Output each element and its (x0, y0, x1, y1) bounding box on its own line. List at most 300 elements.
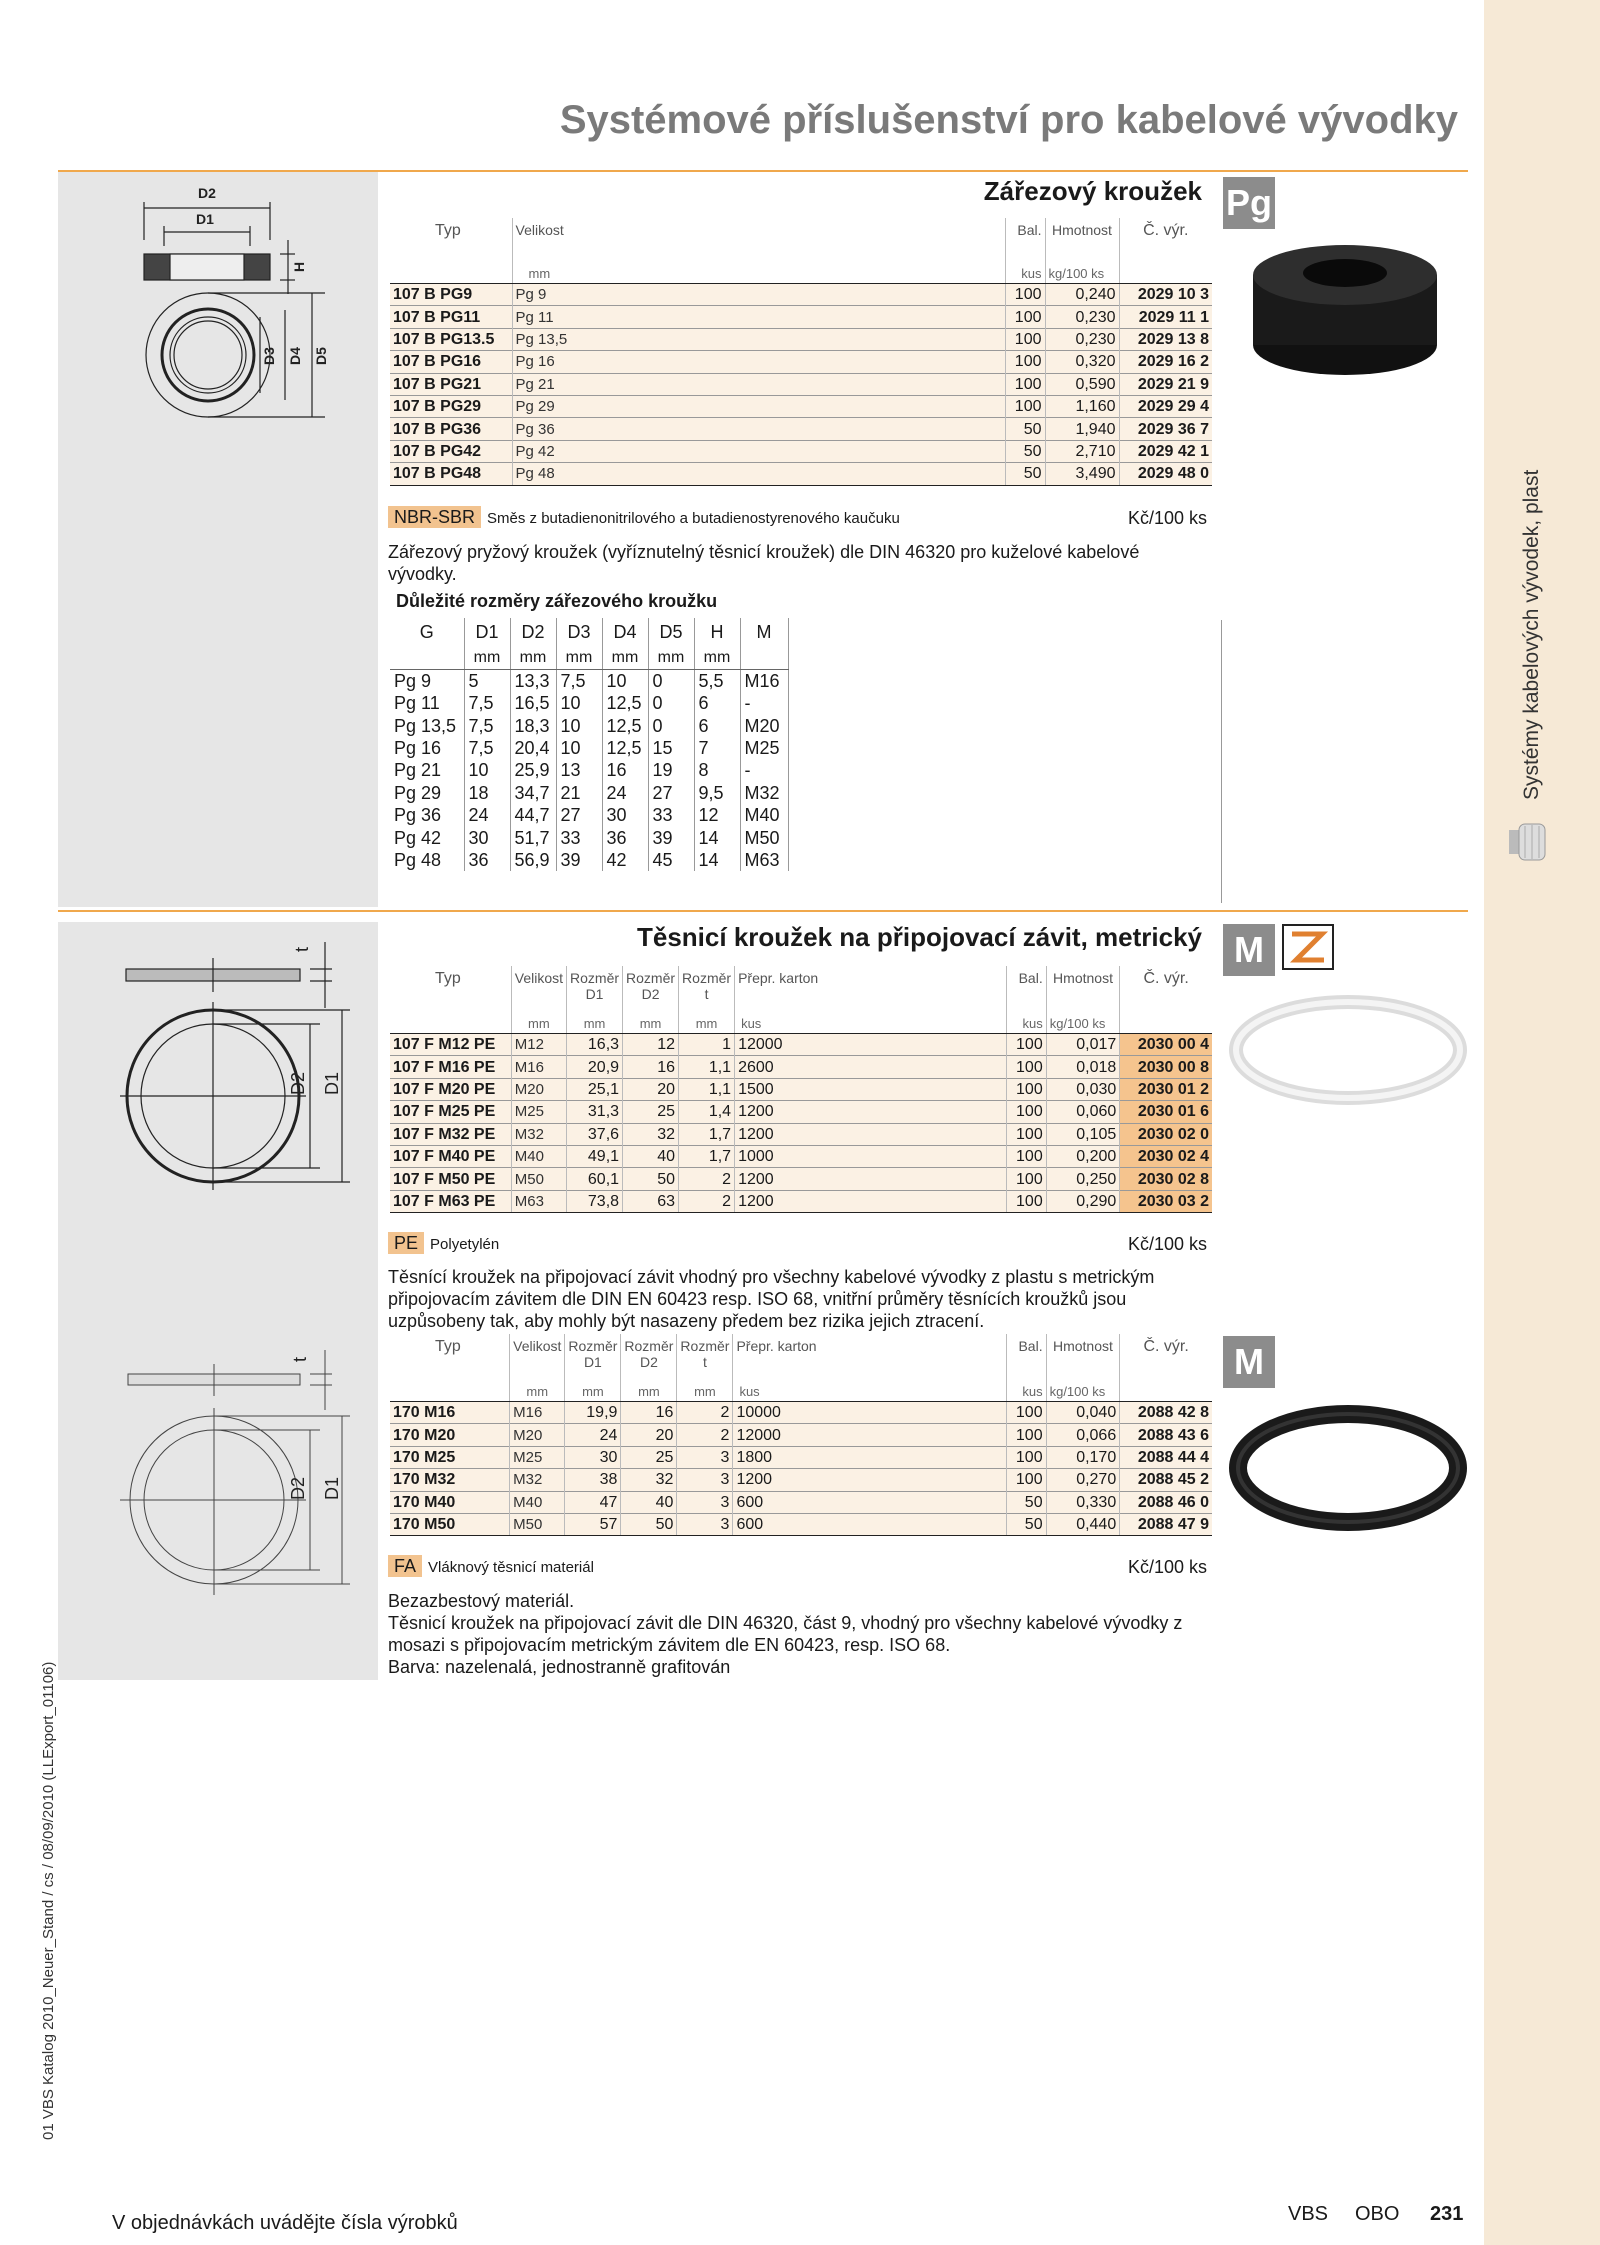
t-cell: 3 (677, 1469, 733, 1491)
dim-unit: mm (648, 647, 694, 670)
col-unit (390, 1372, 510, 1402)
size-cell: M12 (511, 1034, 566, 1056)
cable-gland-thumbnail-icon (1505, 820, 1555, 864)
dim-cell: 24 (602, 782, 648, 804)
d2-cell: 25 (621, 1446, 677, 1468)
article-number-cell: 2029 42 1 (1119, 440, 1212, 462)
col-unit: mm (623, 1004, 679, 1034)
dim-row (390, 670, 788, 693)
dim-row (390, 849, 788, 871)
label-d1: D1 (322, 1476, 342, 1500)
type-cell: 107 F M40 PE (390, 1145, 511, 1167)
pack-cell: 100 (1007, 1101, 1047, 1123)
label-d2: D2 (288, 1476, 308, 1500)
section1-product-table: Typ Velikost Bal. Hmotnost Č. výr. mm kus kg/100 ks 107 B PG9 Pg 9 100 0,240 2029 10 3 107 B PG11 Pg 11 100 0,230 2029 11 1 107 B PG13.5 Pg 13,5 100 0,230 2029 13 8 107 B PG16 Pg 16 100 0,320 2029 16 2 107 B PG21 Pg 21 100 0,590 2029 21 9 107 B PG29 Pg 29 100 1,160 2029 29 4 107 B PG36 Pg 36 50 1,940 2029 36 7 107 B PG42 Pg 42 50 2,710 2029 42 1 107 B PG48 Pg 48 50 3,490 2029 48 0 (390, 218, 1212, 486)
type-cell: 107 F M12 PE (390, 1034, 511, 1056)
dim-unit: mm (602, 647, 648, 670)
d2-cell: 25 (623, 1101, 679, 1123)
d1-cell: 57 (565, 1513, 621, 1535)
size-cell: Pg 42 (512, 440, 1005, 462)
size-cell: M25 (510, 1446, 565, 1468)
col-unit: kus (1007, 1004, 1047, 1034)
material-badge: PE (388, 1232, 424, 1254)
d2-cell: 50 (623, 1168, 679, 1190)
fiber-standard-icon (1282, 924, 1334, 970)
dim-cell: M32 (740, 782, 788, 804)
article-number-cell: 2029 11 1 (1119, 306, 1212, 328)
type-cell: 107 B PG36 (390, 418, 512, 440)
dim-cell: 13 (556, 759, 602, 781)
carton-cell: 1500 (735, 1078, 1007, 1100)
dim-cell: 8 (694, 759, 740, 781)
dim-header: D3 (556, 618, 602, 647)
article-number-cell: 2029 10 3 (1119, 284, 1212, 306)
size-cell: Pg 13,5 (512, 328, 1005, 350)
dim-cell: Pg 48 (390, 849, 464, 871)
pack-cell: 100 (1007, 1123, 1047, 1145)
col-bal: Bal. (1005, 218, 1045, 254)
pack-cell: 50 (1006, 1491, 1046, 1513)
pack-cell: 100 (1006, 1424, 1046, 1446)
type-cell: 107 B PG16 (390, 351, 512, 373)
section-divider (58, 910, 1468, 912)
pack-cell: 100 (1005, 306, 1045, 328)
d1-cell: 25,1 (567, 1078, 623, 1100)
type-cell: 107 F M50 PE (390, 1168, 511, 1190)
size-cell: Pg 29 (512, 395, 1005, 417)
type-cell: 107 B PG13.5 (390, 328, 512, 350)
section3-product-table (390, 1334, 1212, 1536)
section2-badge-m: M (1223, 924, 1275, 976)
page-number: 231 (1430, 2203, 1464, 2225)
section1-right-rule (1221, 620, 1222, 903)
type-cell: 107 B PG21 (390, 373, 512, 395)
t-cell: 1 (679, 1034, 735, 1056)
col-cislo: Č. výr. (1119, 218, 1212, 254)
dim-cell: M50 (740, 826, 788, 848)
col-hmotnost: Hmotnost (1045, 218, 1119, 254)
d1-cell: 24 (565, 1424, 621, 1446)
dim-row (390, 714, 788, 736)
section1-material-row (388, 507, 900, 528)
t-cell: 2 (679, 1190, 735, 1212)
weight-cell: 0,330 (1046, 1491, 1120, 1513)
dim-cell: 27 (648, 782, 694, 804)
table-row (390, 1469, 1212, 1491)
table-row (390, 284, 1212, 306)
type-cell: 107 F M20 PE (390, 1078, 511, 1100)
weight-cell: 0,320 (1045, 351, 1119, 373)
col-header: Hmotnost (1046, 966, 1120, 1004)
label-d4: D4 (287, 347, 303, 365)
table-row (390, 1168, 1212, 1190)
dim-unit: mm (464, 647, 510, 670)
material-desc: Směs z butadienonitrilového a butadienostyrenového kaučuku (487, 510, 900, 527)
dim-cell: 12,5 (602, 714, 648, 736)
pack-cell: 100 (1006, 1446, 1046, 1468)
section1-badge-pg: Pg (1223, 177, 1275, 229)
dim-cell: 33 (556, 826, 602, 848)
material-badge: NBR-SBR (388, 506, 481, 528)
label-t: t (290, 1356, 310, 1362)
dim-cell: 30 (602, 804, 648, 826)
col-unit: mm (510, 1372, 565, 1402)
dim-cell: 12,5 (602, 692, 648, 714)
table-row (390, 1190, 1212, 1212)
col-header: Rozměr t (679, 966, 735, 1004)
dim-cell: 36 (464, 849, 510, 871)
d1-cell: 37,6 (567, 1123, 623, 1145)
pack-cell: 50 (1005, 463, 1045, 485)
d1-cell: 47 (565, 1491, 621, 1513)
dim-cell: 34,7 (510, 782, 556, 804)
carton-cell: 2600 (735, 1056, 1007, 1078)
article-number-cell: 2029 29 4 (1119, 395, 1212, 417)
pack-cell: 100 (1007, 1145, 1047, 1167)
dim-cell: M63 (740, 849, 788, 871)
dim-cell: 14 (694, 826, 740, 848)
section3-description (388, 1590, 1208, 1678)
dim-row (390, 759, 788, 781)
description-line: Bezazbestový materiál. (388, 1591, 575, 1611)
d1-cell: 30 (565, 1446, 621, 1468)
pack-cell: 100 (1005, 328, 1045, 350)
size-cell: M20 (511, 1078, 566, 1100)
article-number-cell: 2088 42 8 (1120, 1402, 1212, 1424)
pack-cell: 100 (1007, 1078, 1047, 1100)
section1-technical-drawing (120, 180, 360, 440)
label-d1: D1 (322, 1071, 342, 1095)
section2-price-unit: Kč/100 ks (1127, 1234, 1207, 1254)
footer-brand-obo: OBO (1355, 2203, 1400, 2225)
right-sidebar (1484, 0, 1600, 2245)
col-header: Bal. (1007, 966, 1047, 1004)
footer-brand-vbs: VBS (1288, 2203, 1329, 2225)
carton-cell: 10000 (733, 1402, 1006, 1424)
material-desc: Polyetylén (430, 1236, 500, 1253)
page-title: Systémové příslušenství pro kabelové vývodky (559, 98, 1458, 142)
dim-unit: mm (556, 647, 602, 670)
col-header: Č. výr. (1120, 966, 1212, 1004)
col-unit: mm (677, 1372, 733, 1402)
table-row (390, 373, 1212, 395)
dim-cell: - (740, 759, 788, 781)
d2-cell: 50 (621, 1513, 677, 1535)
type-cell: 107 B PG48 (390, 463, 512, 485)
size-cell: Pg 48 (512, 463, 1005, 485)
dim-cell: 56,9 (510, 849, 556, 871)
sidebar-category-text: Systémy kabelových vývodek, plast (1520, 469, 1543, 800)
dim-cell: M20 (740, 714, 788, 736)
weight-cell: 0,017 (1046, 1034, 1120, 1056)
d1-cell: 49,1 (567, 1145, 623, 1167)
t-cell: 3 (677, 1446, 733, 1468)
dim-cell: 39 (556, 849, 602, 871)
dim-header: M (740, 618, 788, 647)
article-number-cell: 2030 02 8 (1120, 1168, 1212, 1190)
dim-cell: 51,7 (510, 826, 556, 848)
dim-cell: 5,5 (694, 670, 740, 693)
article-number-cell: 2030 02 0 (1120, 1123, 1212, 1145)
col-unit: mm (621, 1372, 677, 1402)
dim-row (390, 782, 788, 804)
dim-cell: 7,5 (464, 714, 510, 736)
dim-cell: 0 (648, 692, 694, 714)
size-cell: M32 (510, 1469, 565, 1491)
col-header: Hmotnost (1046, 1334, 1120, 1372)
table-row (390, 1123, 1212, 1145)
dim-cell: M40 (740, 804, 788, 826)
table-row (390, 1491, 1212, 1513)
size-cell: M50 (510, 1513, 565, 1535)
table-row (390, 418, 1212, 440)
weight-cell: 0,230 (1045, 328, 1119, 350)
table-row (390, 351, 1212, 373)
pack-cell: 100 (1007, 1190, 1047, 1212)
t-cell: 3 (677, 1513, 733, 1535)
table-row (390, 1101, 1212, 1123)
article-number-cell: 2029 21 9 (1119, 373, 1212, 395)
table-row (390, 1034, 1212, 1056)
d1-cell: 73,8 (567, 1190, 623, 1212)
pack-cell: 100 (1006, 1402, 1046, 1424)
article-number-cell: 2030 01 2 (1120, 1078, 1212, 1100)
size-cell: M63 (511, 1190, 566, 1212)
section3-price-unit: Kč/100 ks (1127, 1557, 1207, 1577)
carton-cell: 1800 (733, 1446, 1006, 1468)
section2-material-row (388, 1233, 499, 1254)
col-header: Rozměr D2 (621, 1334, 677, 1372)
section1-title: Zářezový kroužek (983, 176, 1202, 206)
pack-cell: 100 (1005, 351, 1045, 373)
table-row (390, 1513, 1212, 1535)
table-row (390, 440, 1212, 462)
size-cell: M16 (511, 1056, 566, 1078)
pack-cell: 100 (1006, 1469, 1046, 1491)
article-number-cell: 2030 01 6 (1120, 1101, 1212, 1123)
dim-cell: 19 (648, 759, 694, 781)
col-unit (1120, 1004, 1212, 1034)
weight-cell: 0,018 (1046, 1056, 1120, 1078)
material-badge: FA (388, 1555, 422, 1577)
dim-cell: 15 (648, 737, 694, 759)
table-row (390, 395, 1212, 417)
weight-cell: 0,240 (1045, 284, 1119, 306)
dim-cell: 24 (464, 804, 510, 826)
article-number-cell: 2030 03 2 (1120, 1190, 1212, 1212)
label-d2: D2 (198, 185, 216, 201)
type-cell: 107 B PG9 (390, 284, 512, 306)
d1-cell: 19,9 (565, 1402, 621, 1424)
type-cell: 170 M50 (390, 1513, 510, 1535)
size-cell: M16 (510, 1402, 565, 1424)
carton-cell: 12000 (733, 1424, 1006, 1446)
d2-cell: 40 (621, 1491, 677, 1513)
dim-cell: 16,5 (510, 692, 556, 714)
size-cell: M20 (510, 1424, 565, 1446)
col-unit: mm (565, 1372, 621, 1402)
table-row (390, 1402, 1212, 1424)
size-cell: M25 (511, 1101, 566, 1123)
dim-cell: 7,5 (464, 737, 510, 759)
dim-cell: 6 (694, 692, 740, 714)
dim-cell: Pg 36 (390, 804, 464, 826)
d2-cell: 12 (623, 1034, 679, 1056)
size-cell: M40 (511, 1145, 566, 1167)
d1-cell: 60,1 (567, 1168, 623, 1190)
t-cell: 1,1 (679, 1078, 735, 1100)
col-unit: kus (1006, 1372, 1046, 1402)
dim-header: H (694, 618, 740, 647)
col-velikost: Velikost (512, 218, 1005, 254)
col-header: Velikost (511, 966, 566, 1004)
label-d5: D5 (313, 347, 329, 365)
dim-cell: - (740, 692, 788, 714)
weight-cell: 3,490 (1045, 463, 1119, 485)
section1-description: Zářezový pryžový kroužek (vyříznutelný těsnicí kroužek) dle DIN 46320 pro kuželové kabelové vývodky. (388, 542, 1140, 584)
dim-cell: Pg 21 (390, 759, 464, 781)
dim-cell: 44,7 (510, 804, 556, 826)
col-header: Velikost (510, 1334, 565, 1372)
carton-cell: 1200 (735, 1123, 1007, 1145)
article-number-cell: 2088 43 6 (1120, 1424, 1212, 1446)
dim-cell: Pg 11 (390, 692, 464, 714)
pack-cell: 100 (1007, 1056, 1047, 1078)
col-header: Rozměr D1 (565, 1334, 621, 1372)
material-desc: Vláknový těsnicí materiál (428, 1559, 594, 1576)
dim-row (390, 826, 788, 848)
article-number-cell: 2088 44 4 (1120, 1446, 1212, 1468)
dim-cell: 10 (556, 692, 602, 714)
size-cell: Pg 16 (512, 351, 1005, 373)
col-header: Typ (435, 1338, 461, 1355)
dim-unit (390, 647, 464, 670)
size-cell: Pg 11 (512, 306, 1005, 328)
size-cell: Pg 21 (512, 373, 1005, 395)
dim-cell: 12,5 (602, 737, 648, 759)
weight-cell: 0,590 (1045, 373, 1119, 395)
pack-cell: 50 (1005, 418, 1045, 440)
dim-cell: Pg 13,5 (390, 714, 464, 736)
d2-cell: 16 (621, 1402, 677, 1424)
dim-cell: 5 (464, 670, 510, 693)
pack-cell: 100 (1005, 395, 1045, 417)
d1-cell: 38 (565, 1469, 621, 1491)
weight-cell: 0,250 (1046, 1168, 1120, 1190)
label-d3: D3 (261, 347, 277, 365)
table-row (390, 1056, 1212, 1078)
t-cell: 1,4 (679, 1101, 735, 1123)
dim-cell: 30 (464, 826, 510, 848)
article-number-cell: 2029 36 7 (1119, 418, 1212, 440)
dim-cell: 9,5 (694, 782, 740, 804)
dim-cell: Pg 29 (390, 782, 464, 804)
col-header: Rozměr t (677, 1334, 733, 1372)
carton-cell: 1200 (735, 1168, 1007, 1190)
col-unit: mm (511, 1004, 566, 1034)
article-number-cell: 2029 13 8 (1119, 328, 1212, 350)
article-number-cell: 2088 47 9 (1120, 1513, 1212, 1535)
type-cell: 170 M40 (390, 1491, 510, 1513)
col-typ: Typ (435, 222, 461, 239)
article-number-cell: 2030 00 8 (1120, 1056, 1212, 1078)
type-cell: 170 M20 (390, 1424, 510, 1446)
table-row (390, 1446, 1212, 1468)
col-unit (390, 1004, 511, 1034)
weight-cell: 0,040 (1046, 1402, 1120, 1424)
article-number-cell: 2029 16 2 (1119, 351, 1212, 373)
table-row (390, 1078, 1212, 1100)
section2-description: Těsnící kroužek na připojovací závit vhodný pro všechny kabelové vývodky z plastu s metrickým připojovacím závitem dle DIN EN 60423 resp. ISO 68, vnitřní průměry těsnících kroužků jsou uzpůsobeny tak, aby mohly být nasazeny předem bez rizika jejich ztracení. (388, 1267, 1155, 1331)
type-cell: 107 B PG42 (390, 440, 512, 462)
col-header: Přepr. karton (735, 966, 1007, 1004)
description-line: Barva: nazelenalá, jednostranně grafitován (388, 1657, 731, 1677)
dim-cell: 18 (464, 782, 510, 804)
d2-cell: 20 (623, 1078, 679, 1100)
article-number-cell: 2030 02 4 (1120, 1145, 1212, 1167)
dim-row (390, 737, 788, 759)
carton-cell: 1000 (735, 1145, 1007, 1167)
d2-cell: 20 (621, 1424, 677, 1446)
weight-cell: 0,066 (1046, 1424, 1120, 1446)
col-unit: kus (735, 1004, 1007, 1034)
table-row (390, 463, 1212, 485)
table-row (390, 1424, 1212, 1446)
col-unit: kg/100 ks (1046, 1372, 1120, 1402)
col-header: Rozměr D1 (567, 966, 623, 1004)
dim-header: D5 (648, 618, 694, 647)
dim-cell: 0 (648, 670, 694, 693)
weight-cell: 0,170 (1046, 1446, 1120, 1468)
d2-cell: 63 (623, 1190, 679, 1212)
dim-cell: 27 (556, 804, 602, 826)
pack-cell: 50 (1005, 440, 1045, 462)
carton-cell: 1200 (733, 1469, 1006, 1491)
dim-cell: 14 (694, 849, 740, 871)
col-unit (1120, 1372, 1212, 1402)
t-cell: 1,1 (679, 1056, 735, 1078)
t-cell: 1,7 (679, 1145, 735, 1167)
section3-technical-drawing (120, 1340, 360, 1600)
description-line: Těsnicí kroužek na připojovací závit dle DIN 46320, část 9, vhodný pro všechny kabelové vývodky z mosazi s připojovacím metrickým závitem dle EN 60423, resp. ISO 68. (388, 1613, 1183, 1655)
size-cell: M50 (511, 1168, 566, 1190)
pack-cell: 100 (1007, 1034, 1047, 1056)
size-cell: Pg 9 (512, 284, 1005, 306)
weight-cell: 0,270 (1046, 1469, 1120, 1491)
d2-cell: 32 (623, 1123, 679, 1145)
dim-unit: mm (510, 647, 556, 670)
dim-cell: 0 (648, 714, 694, 736)
d1-cell: 31,3 (567, 1101, 623, 1123)
dim-cell: 36 (602, 826, 648, 848)
type-cell: 107 B PG29 (390, 395, 512, 417)
carton-cell: 12000 (735, 1034, 1007, 1056)
col-header: Přepr. karton (733, 1334, 1006, 1372)
dim-cell: M25 (740, 737, 788, 759)
type-cell: 170 M16 (390, 1402, 510, 1424)
weight-cell: 1,160 (1045, 395, 1119, 417)
type-cell: 170 M32 (390, 1469, 510, 1491)
col-header: Rozměr D2 (623, 966, 679, 1004)
t-cell: 2 (679, 1168, 735, 1190)
carton-cell: 600 (733, 1491, 1006, 1513)
label-h: H (291, 261, 307, 272)
t-cell: 2 (677, 1402, 733, 1424)
pack-cell: 100 (1005, 284, 1045, 306)
pack-cell: 100 (1007, 1168, 1047, 1190)
dim-unit: mm (694, 647, 740, 670)
dim-header: D2 (510, 618, 556, 647)
